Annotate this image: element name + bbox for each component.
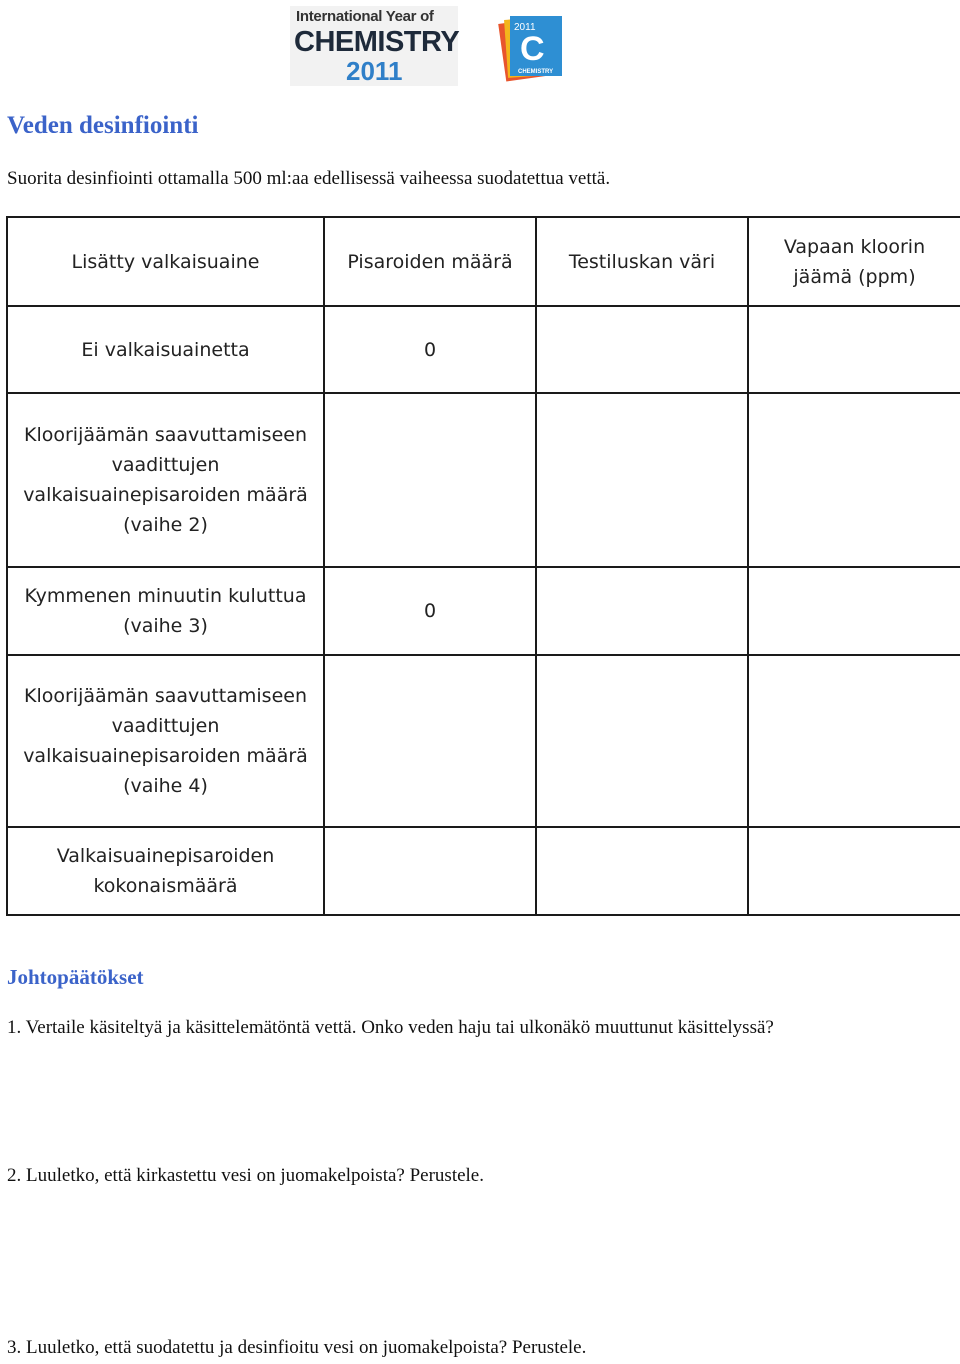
conclusions-heading: Johtopäätökset bbox=[7, 965, 144, 989]
drops-cell: 0 bbox=[324, 306, 536, 393]
strip-color-cell bbox=[536, 567, 748, 655]
drops-cell bbox=[324, 655, 536, 827]
drops-cell: 0 bbox=[324, 567, 536, 655]
question-2: 2. Luuletko, että kirkastettu vesi on juomakelpoista? Perustele. bbox=[7, 1165, 484, 1186]
strip-color-cell bbox=[536, 306, 748, 393]
header-cell: Vapaan kloorin jäämä (ppm) bbox=[748, 217, 960, 306]
chlorine-cell bbox=[748, 567, 960, 655]
question-1: 1. Vertaile käsiteltyä ja käsittelemätöntä vettä. Onko veden haju tai ulkonäkö muuttunut käsittelyssä? bbox=[7, 1017, 774, 1038]
logo-line-2: CHEMISTRY bbox=[294, 26, 460, 58]
header-cell: Pisaroiden määrä bbox=[324, 217, 536, 306]
intro-text: Suorita desinfiointi ottamalla 500 ml:aa edellisessä vaiheessa suodatettua vettä. bbox=[7, 168, 611, 189]
row-label-cell: Ei valkaisuainetta bbox=[7, 306, 324, 393]
drops-cell bbox=[324, 827, 536, 915]
question-3: 3. Luuletko, että suodatettu ja desinfioitu vesi on juomakelpoista? Perustele. bbox=[7, 1337, 587, 1358]
logo-line-1: International Year of bbox=[296, 8, 434, 25]
row-label-cell: Kloorijäämän saavuttamiseen vaadittujen valkaisuainepisaroiden määrä (vaihe 4) bbox=[7, 655, 324, 827]
iyc-logo bbox=[290, 6, 458, 86]
logo-line-3: 2011 bbox=[346, 56, 403, 86]
drops-cell bbox=[324, 393, 536, 567]
chlorine-cell bbox=[748, 827, 960, 915]
header-cell: Lisätty valkaisuaine bbox=[7, 217, 324, 306]
badge-year: 2011 bbox=[514, 22, 536, 33]
chlorine-cell bbox=[748, 393, 960, 567]
results-table bbox=[6, 216, 960, 916]
row-label-cell: Valkaisuainepisaroiden kokonaismäärä bbox=[7, 827, 324, 915]
row-label-cell: Kloorijäämän saavuttamiseen vaadittujen valkaisuainepisaroiden määrä (vaihe 2) bbox=[7, 393, 324, 567]
chlorine-cell bbox=[748, 306, 960, 393]
table-row bbox=[7, 655, 960, 827]
row-label-cell: Kymmenen minuutin kuluttua (vaihe 3) bbox=[7, 567, 324, 655]
strip-color-cell bbox=[536, 655, 748, 827]
strip-color-cell bbox=[536, 393, 748, 567]
table-row bbox=[7, 827, 960, 915]
header-cell: Testiluskan väri bbox=[536, 217, 748, 306]
badge-word: CHEMISTRY bbox=[518, 69, 554, 75]
chemistry-badge-logo bbox=[498, 14, 568, 84]
table-row bbox=[7, 393, 960, 567]
badge-letter: C bbox=[520, 30, 545, 68]
table-row bbox=[7, 306, 960, 393]
page-title: Veden desinfiointi bbox=[7, 112, 199, 139]
table-header-row bbox=[7, 217, 960, 306]
strip-color-cell bbox=[536, 827, 748, 915]
chlorine-cell bbox=[748, 655, 960, 827]
table-row bbox=[7, 567, 960, 655]
